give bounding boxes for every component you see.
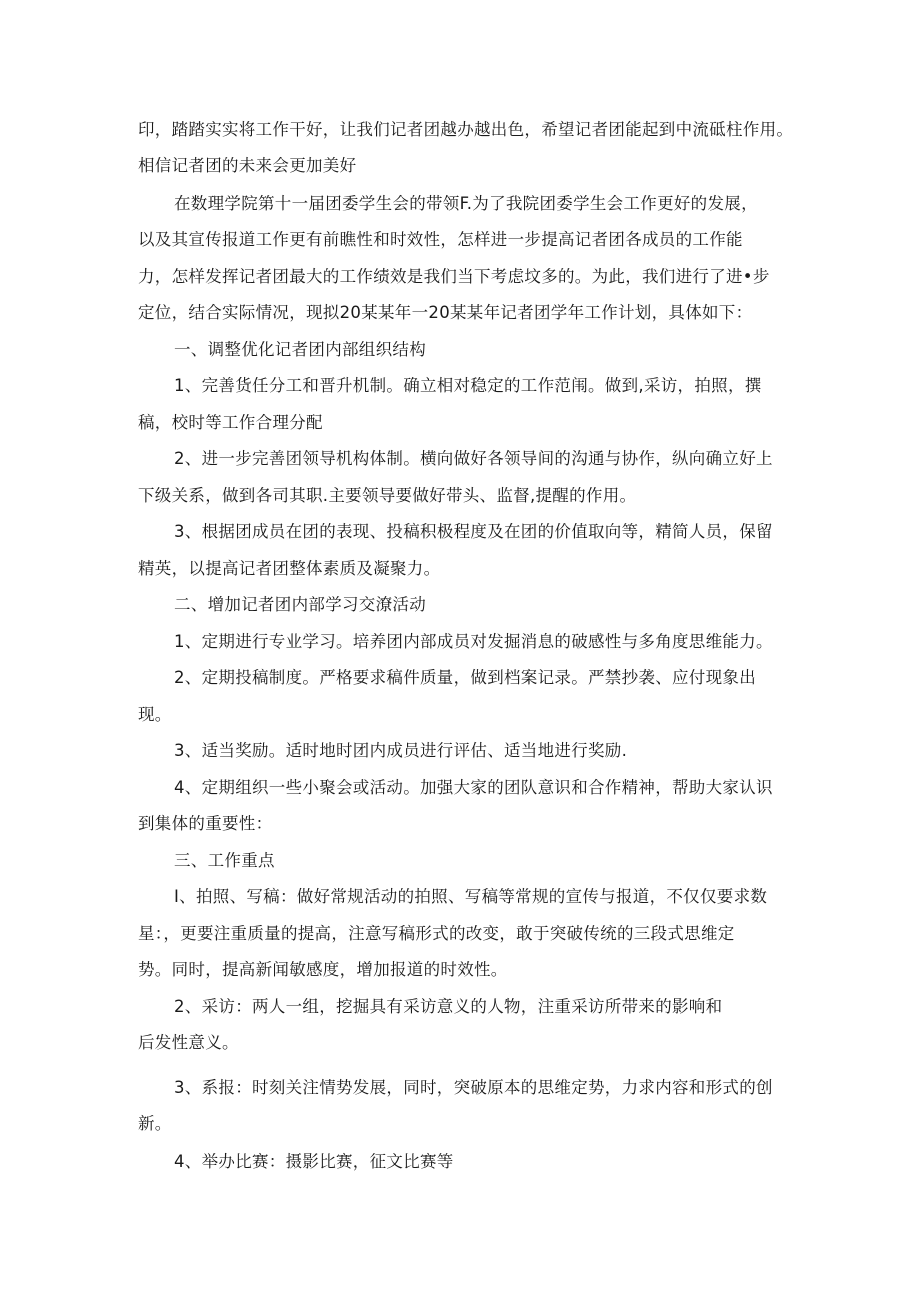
text-line: 定位，结合实际情况，现拟20某某年一20某某年记者团学年工作计划，具体如下： [138,303,753,322]
text-line: 新。 [138,1114,172,1133]
text-line: 后发性意义。 [138,1033,239,1052]
text-line: 3、系报：时刻关注情势发展，同时，突破原本的思维定势，力求内容和形式的创 [174,1078,773,1097]
text-line: 1、定期进行专业学习。培养团内部成员对发掘消息的破感性与多角度思维能力。 [174,632,773,651]
section-heading: 二、增加记者团内部学习交潦活动 [174,595,426,614]
text-line: 2、采访：两人一组，挖掘具有采访意义的人物，注重采访所带来的影响和 [174,997,723,1016]
text-line: 4、定期组织一些小聚会或活动。加强大家的团队意识和合作精神，帮助大家认识 [174,778,773,797]
text-line: 2、定期投稿制度。严格要求稿件质量，做到档案记录。严禁抄袭、应付现象出 [174,668,756,687]
text-line: 4、举办比赛：摄影比赛，征文比赛等 [174,1152,454,1171]
text-line: 3、适当奖励。适时地时团内成员进行评估、适当地进行奖励. [174,741,628,760]
text-line: 2、进一步完善团领导机构体制。横向做好各领导间的沟通与协作，纵向确立好上 [174,449,773,468]
text-line: 力，怎样发挥记者团最大的工作绩效是我们当下考虑坟多的。为此，我们进行了进•步 [138,267,770,286]
text-line: 印，踏踏实实将工作干好，让我们记者团越办越出色，希望记者团能起到中流砥柱作用。 [138,120,794,139]
text-line: 相信记者团的未来会更加美好 [138,156,357,175]
section-heading: 三、工作重点 [174,851,275,870]
text-line: 到集体的重要性： [138,814,273,833]
text-line: 稿，校时等工作合理分配 [138,413,323,432]
text-line: 现。 [138,705,172,724]
text-line: 星：，更要注重质量的提高，注意写稿形式的改变，敢于突破传统的三段式思维定 [138,924,735,943]
text-line: I、拍照、写稿：做好常规活动的拍照、写稿等常规的宣传与报道，不仅仅要求数 [174,887,768,906]
text-line: 以及其宣传报道工作更有前瞧性和时效性，怎样进一步提高记者团各成员的工作能 [138,230,743,249]
section-heading: 一、调整优化记者团内部组织结构 [174,340,426,359]
text-line: 3、根据团成员在团的表现、投稿积极程度及在团的价值取向等，精简人员，保留 [174,522,773,541]
text-line: 1、完善货任分工和晋升机制。确立相对稳定的工作范闱。做到,采访，拍照，撰 [174,376,762,395]
text-line: 在数理学院第十一届团委学生会的带领F.为了我院团委学生会工作更好的发展， [174,194,758,213]
text-line: 精英，以提高记者团整体素质及凝聚力。 [138,559,441,578]
text-line: 势。同时，提高新闻敏感度，增加报道的时效性。 [138,960,508,979]
text-line: 下级关系，做到各司其职.主要领导要做好带头、监督,提醒的作用。 [138,486,637,505]
